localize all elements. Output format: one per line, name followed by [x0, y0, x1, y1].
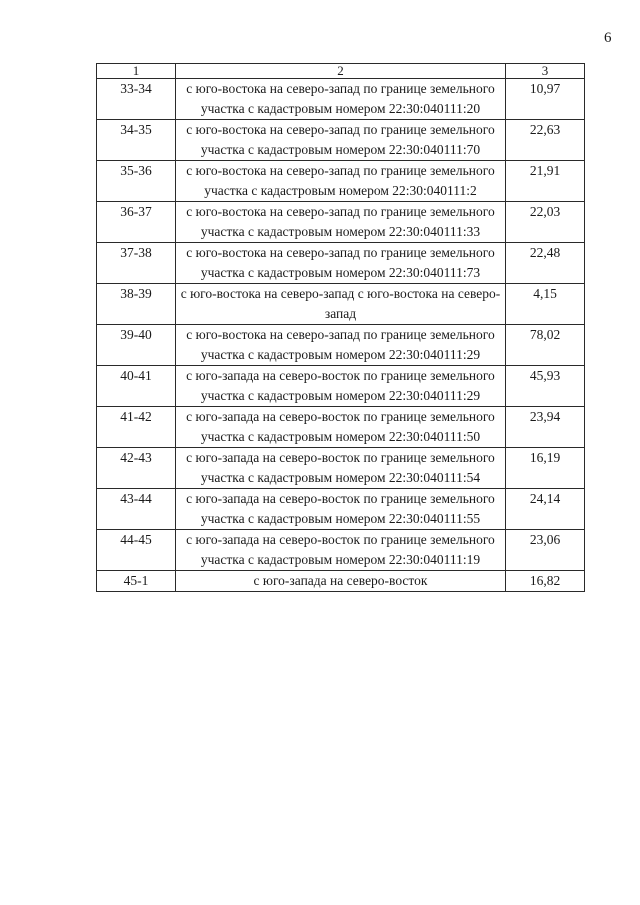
table-row: [97, 407, 585, 448]
length-cell: 21,91: [506, 161, 585, 202]
page-number: 6: [604, 30, 612, 46]
boundary-table: [96, 63, 585, 592]
points-cell: 42-43: [97, 448, 176, 489]
description-cell: с юго-запада на северо-восток: [176, 571, 506, 592]
description-cell: с юго-востока на северо-запад по границе земельного участка с кадастровым номером 22:30:040111:73: [176, 243, 506, 284]
header-col-2: 2: [176, 64, 506, 79]
table-row: [97, 530, 585, 571]
length-cell: 24,14: [506, 489, 585, 530]
points-cell: 35-36: [97, 161, 176, 202]
length-cell: 45,93: [506, 366, 585, 407]
table-row: [97, 284, 585, 325]
points-cell: 39-40: [97, 325, 176, 366]
length-cell: 10,97: [506, 79, 585, 120]
table-row: [97, 325, 585, 366]
points-cell: 34-35: [97, 120, 176, 161]
points-cell: 44-45: [97, 530, 176, 571]
header-col-3: 3: [506, 64, 585, 79]
length-cell: 22,48: [506, 243, 585, 284]
length-cell: 16,19: [506, 448, 585, 489]
description-cell: с юго-востока на северо-запад по границе земельного участка с кадастровым номером 22:30:040111:20: [176, 79, 506, 120]
table-row: [97, 448, 585, 489]
points-cell: 40-41: [97, 366, 176, 407]
length-cell: 4,15: [506, 284, 585, 325]
description-cell: с юго-востока на северо-запад по границе земельного участка с кадастровым номером 22:30:040111:2: [176, 161, 506, 202]
table-row: [97, 120, 585, 161]
table-header-row: [97, 64, 585, 79]
description-cell: с юго-запада на северо-восток по границе земельного участка с кадастровым номером 22:30:040111:50: [176, 407, 506, 448]
length-cell: 23,94: [506, 407, 585, 448]
points-cell: 33-34: [97, 79, 176, 120]
description-cell: с юго-востока на северо-запад по границе земельного участка с кадастровым номером 22:30:040111:33: [176, 202, 506, 243]
description-cell: с юго-востока на северо-запад с юго-востока на северо-запад: [176, 284, 506, 325]
description-cell: с юго-востока на северо-запад по границе земельного участка с кадастровым номером 22:30:040111:29: [176, 325, 506, 366]
description-cell: с юго-запада на северо-восток по границе земельного участка с кадастровым номером 22:30:040111:55: [176, 489, 506, 530]
table-row: [97, 79, 585, 120]
table-row: [97, 243, 585, 284]
description-cell: с юго-востока на северо-запад по границе земельного участка с кадастровым номером 22:30:040111:70: [176, 120, 506, 161]
table-row: [97, 161, 585, 202]
length-cell: 23,06: [506, 530, 585, 571]
points-cell: 43-44: [97, 489, 176, 530]
table-row: [97, 489, 585, 530]
length-cell: 22,63: [506, 120, 585, 161]
table-row: [97, 571, 585, 592]
length-cell: 16,82: [506, 571, 585, 592]
points-cell: 37-38: [97, 243, 176, 284]
header-col-1: 1: [97, 64, 176, 79]
points-cell: 36-37: [97, 202, 176, 243]
points-cell: 38-39: [97, 284, 176, 325]
description-cell: с юго-запада на северо-восток по границе земельного участка с кадастровым номером 22:30:040111:19: [176, 530, 506, 571]
description-cell: с юго-запада на северо-восток по границе земельного участка с кадастровым номером 22:30:040111:29: [176, 366, 506, 407]
length-cell: 22,03: [506, 202, 585, 243]
length-cell: 78,02: [506, 325, 585, 366]
description-cell: с юго-запада на северо-восток по границе земельного участка с кадастровым номером 22:30:040111:54: [176, 448, 506, 489]
points-cell: 45-1: [97, 571, 176, 592]
table-row: [97, 366, 585, 407]
points-cell: 41-42: [97, 407, 176, 448]
table-row: [97, 202, 585, 243]
